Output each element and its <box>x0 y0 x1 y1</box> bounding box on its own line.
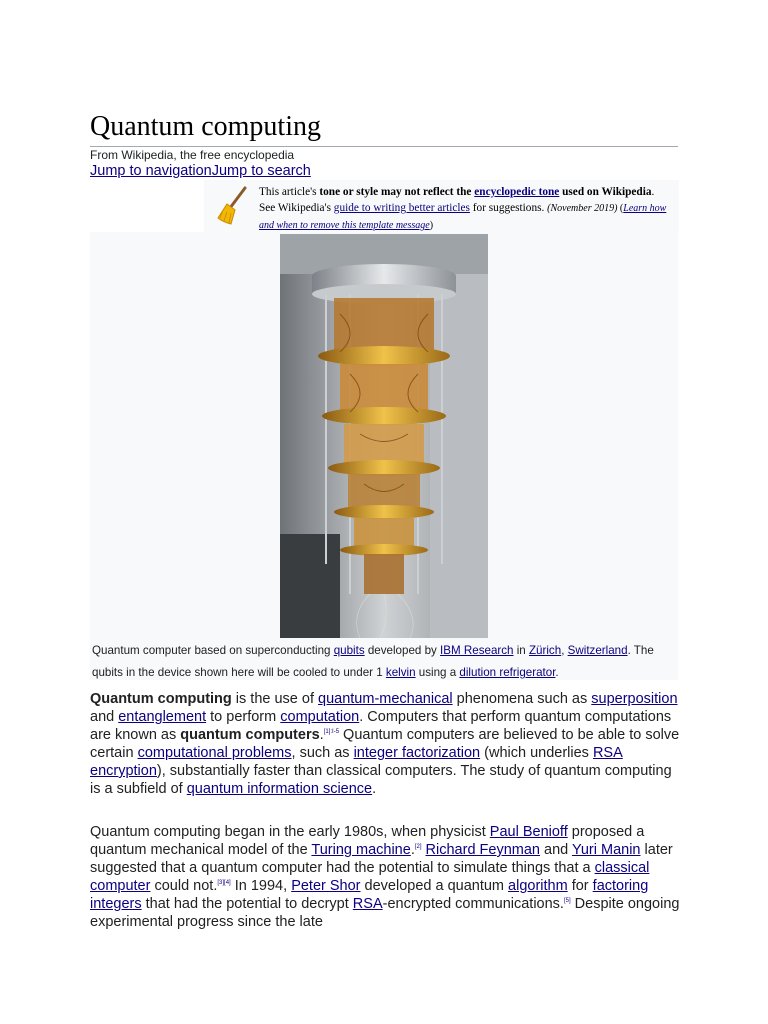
citation-3-4[interactable]: [3][4] <box>217 880 231 887</box>
ibm-research-link[interactable]: IBM Research <box>440 644 514 657</box>
classical-computer-link[interactable]: classical computer <box>90 860 650 894</box>
jump-to-navigation-link[interactable]: Jump to navigation <box>90 163 212 179</box>
tone-warning-notice <box>204 180 679 232</box>
paul-benioff-link[interactable]: Paul Benioff <box>489 824 568 840</box>
switzerland-link[interactable]: Switzerland <box>567 644 628 657</box>
rsa-link[interactable]: RSA <box>352 896 383 912</box>
site-tagline: From Wikipedia, the free encyclopedia <box>90 148 295 162</box>
computational-problems-link[interactable]: computational problems <box>137 745 292 761</box>
figure-caption: Quantum computer based on superconducting qubits developed by IBM Research in Zürich, Switzerland. The qubits in the device shown here will be cooled to under 1 kelvin using a dilution refrigerator. <box>92 644 654 679</box>
jump-to-search-link[interactable]: Jump to search <box>211 163 311 179</box>
rsa-encryption-link[interactable]: RSA encryption <box>90 745 623 779</box>
richard-feynman-link[interactable]: Richard Feynman <box>425 842 540 858</box>
entanglement-link[interactable]: entanglement <box>118 709 207 725</box>
computation-link[interactable]: computation <box>280 709 360 725</box>
intro-paragraph: Quantum computing is the use of quantum-mechanical phenomena such as superposition and entanglement to perform computation. Computers that perform quantum computations are known as quantum computers.$^{[1]:I-5}$ Quantum computers are believed to be able to solve certain computational problems, such as integer factorization (which underlies RSA encryption), substantially faster than classical computers. The study of quantum computing is a subfield of quantum information science. <box>90 691 680 797</box>
factoring-integers-link[interactable]: factoring integers <box>90 878 649 912</box>
broom-icon <box>215 186 249 226</box>
citation-2[interactable]: [2] <box>414 844 422 851</box>
history-paragraph: Quantum computing began in the early 1980s, when physicist Paul Benioff proposed a quantum mechanical model of the Turing machine.[2] Richard Feynman and Yuri Manin later suggested that a quantum computer had the potential to simulate things that a classical computer could not.[3][4] In 1994, Peter Shor developed a quantum algorithm for factoring integers that had the potential to decrypt RSA-encrypted communications.[5] Despite ongoing experimental progress since the late <box>90 824 680 930</box>
zurich-link[interactable]: Zürich <box>528 644 562 657</box>
peter-shor-link[interactable]: Peter Shor <box>291 878 361 894</box>
infobox-figure <box>90 232 678 680</box>
turing-machine-link[interactable]: Turing machine <box>311 842 411 858</box>
quantum-mechanical-link[interactable]: quantum-mechanical <box>318 691 453 707</box>
remove-template-link[interactable]: Learn how and when to remove this template message <box>259 203 667 231</box>
kelvin-link[interactable]: kelvin <box>385 666 416 679</box>
yuri-manin-link[interactable]: Yuri Manin <box>571 842 641 858</box>
citation-1[interactable]: [1]:I-5 <box>323 729 340 736</box>
writing-guide-link[interactable]: guide to writing better articles <box>333 202 470 214</box>
algorithm-link[interactable]: algorithm <box>508 878 568 894</box>
notice-text: This article's tone or style may not reflect the encyclopedic tone used on Wikipedia. See Wikipedia's guide to writing better articles for suggestions. (November 2019) (Learn how and when to remove this template message) <box>259 186 667 231</box>
dilution-refrigerator-link[interactable]: dilution refrigerator <box>459 666 556 679</box>
superposition-link[interactable]: superposition <box>591 691 678 707</box>
integer-factorization-link[interactable]: integer factorization <box>353 745 481 761</box>
page-title: Quantum computing <box>90 110 678 147</box>
quantum-computer-photo[interactable] <box>280 234 488 638</box>
jump-links <box>90 163 311 179</box>
quantum-information-science-link[interactable]: quantum information science <box>186 781 373 797</box>
qubits-link[interactable]: qubits <box>333 644 365 657</box>
encyclopedic-tone-link[interactable]: encyclopedic tone <box>474 186 560 198</box>
citation-5[interactable]: [5] <box>563 898 571 905</box>
